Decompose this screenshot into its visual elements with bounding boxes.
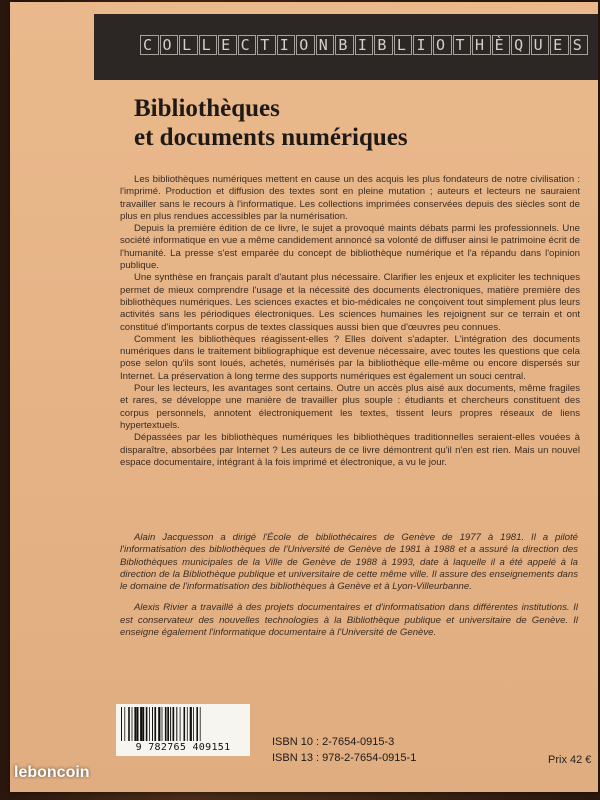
series-name — [140, 35, 589, 55]
series-letter: E — [218, 35, 237, 55]
barcode-bar — [190, 707, 192, 741]
barcode-number: 9 782765 409151 — [135, 742, 231, 753]
series-letter: L — [199, 35, 218, 55]
series-letter: L — [179, 35, 198, 55]
series-letter: T — [453, 35, 472, 55]
barcode-bar — [140, 707, 142, 741]
series-letter: S — [570, 35, 589, 55]
series-letter: È — [492, 35, 511, 55]
isbn-13: ISBN 13 : 978-2-7654-0915-1 — [272, 752, 417, 764]
series-letter: I — [413, 35, 432, 55]
barcode-bar — [196, 707, 198, 741]
blurb-paragraph: Les bibliothèques numériques mettent en cause un des acquis les plus fondateurs de notre civilisation : l'imprimé. Production et diffusion des textes sont en pleine mutation ; auteurs et lecteurs ne sauraient travailler sans le recours à l'informatique. Les collections imprimées conservées depuis des siècles sont de plus en plus rendues accessibles par la numérisation. — [120, 174, 580, 222]
barcode-bar — [154, 707, 156, 741]
blurb-paragraph: Une synthèse en français paraît d'autant plus nécessaire. Clarifier les enjeux et expliciter les techniques permet de mieux comprendre l'usage et la nécessité des documents électroniques, matière première des bibliothèques numériques. Les sciences exactes et bio-médicales ne conçoivent tout simplement plus leurs activités sans les périodiques électroniques. Les sciences humaines les rejoignent sur ce terrain et ont constitué d'importants corpus de textes classiques aussi bien que d'œuvres peu connues. — [120, 272, 580, 333]
barcode-bar — [132, 707, 133, 741]
barcode-bar — [162, 707, 163, 741]
isbn-block — [272, 734, 416, 766]
series-letter: O — [296, 35, 315, 55]
blurb-paragraph: Dépassées par les bibliothèques numériques les bibliothèques traditionnelles seraient-elles vouées à disparaître, absorbées par Internet ? Les auteurs de ce livre démontrent qu'il n'en est rien. Mais un nouvel espace documentaire, intégrant à la fois imprimé et électronique, a vu le jour. — [120, 432, 580, 468]
blurb — [120, 174, 580, 469]
barcode-bar — [128, 707, 130, 741]
series-letter: E — [550, 35, 569, 55]
barcode-bar — [200, 707, 201, 741]
isbn-10: ISBN 10 : 2-7654-0915-3 — [272, 736, 395, 748]
barcode-bar — [152, 707, 153, 741]
author-bio: Alexis Rivier a travaillé à des projets documentaires et d'informatisation dans différentes institutions. Il est conservateur des nouvelles technologies à la Bibliothèque publique et universitaire de Genève. Il enseigne également l'informatique documentaire à l'Université de Genève. — [120, 602, 578, 639]
barcode-bar — [193, 707, 194, 741]
barcode-bar — [146, 707, 148, 741]
barcode-bars — [120, 707, 246, 741]
barcode-bar — [165, 707, 167, 741]
book-title — [134, 94, 554, 152]
series-letter: O — [433, 35, 452, 55]
barcode-bar — [167, 707, 169, 741]
author-bio: Alain Jacquesson a dirigé l'École de bibliothécaires de Genève de 1977 à 1981. Il a piloté l'informatisation des bibliothèques de l'Université de Genève de 1981 à 1988 et a assuré la direction des Bibliothèques municipales de la Ville de Genève de 1988 à 1993, date à laquelle il a été appelé à la direction de la Bibliothèque publique et universitaire de cette même ville. Il assure des enseignements dans le domaine de l'informatisation des bibliothèques à Genève et à Lyon-Villeurbanne. — [120, 532, 578, 593]
barcode-bar — [124, 707, 125, 741]
author-bios — [120, 532, 578, 648]
series-letter: Q — [511, 35, 530, 55]
series-letter: I — [355, 35, 374, 55]
barcode-bar — [187, 707, 188, 741]
title-line-1: Bibliothèques — [134, 95, 280, 122]
series-letter: U — [531, 35, 550, 55]
barcode-bar — [176, 707, 177, 741]
series-letter: I — [277, 35, 296, 55]
barcode-bar — [121, 707, 122, 741]
barcode-bar — [170, 707, 171, 741]
series-letter: C — [140, 35, 159, 55]
series-letter: H — [472, 35, 491, 55]
blurb-paragraph: Depuis la première édition de ce livre, le sujet a provoqué maints débats parmi les professionnels. Une société informatique en vue a même candidement annoncé sa volonté de diffuser ainsi le patrimoine écrit de l'humanité. La presse s'est emparée du concept de bibliothèque numérique et l'a répandu dans l'opinion publique. — [120, 223, 580, 272]
barcode-bar — [173, 707, 175, 741]
barcode-bar — [180, 707, 181, 741]
series-letter: C — [238, 35, 257, 55]
series-letter: B — [374, 35, 393, 55]
series-letter: L — [394, 35, 413, 55]
series-letter: O — [160, 35, 179, 55]
blurb-paragraph: Pour les lecteurs, les avantages sont certains. Outre un accès plus aisé aux documents, même fragiles et rares, se développe une manière de travailler plus souple : étudiants et chercheurs constituent des corpus personnels, annotent électroniquement les textes, tissent leurs propres réseaux de liens hypertextuels. — [120, 383, 580, 431]
series-letter: T — [257, 35, 276, 55]
leboncoin-watermark: leboncoin — [14, 764, 90, 781]
barcode-bar — [184, 707, 186, 741]
barcode-bar — [137, 707, 139, 741]
title-line-2: et documents numériques — [134, 124, 408, 151]
price-label: Prix 42 € — [548, 754, 592, 766]
barcode — [116, 704, 250, 756]
series-letter: B — [335, 35, 354, 55]
blurb-paragraph: Comment les bibliothèques réagissent-elles ? Elles doivent s'adapter. L'intégration des documents numériques dans le traitement bibliographique est devenue nécessaire, avec toutes les questions que cela pose selon qu'ils sont loués, achetés, numérisés par la bibliothèque elle-même ou encore dispersés sur Internet. La préservation à long terme des supports numériques est également un souci central. — [120, 333, 580, 382]
barcode-bar — [149, 707, 150, 741]
book-back-cover — [10, 2, 598, 792]
barcode-bar — [158, 707, 160, 741]
barcode-bar — [134, 707, 136, 741]
barcode-bar — [143, 707, 145, 741]
series-letter: N — [316, 35, 335, 55]
